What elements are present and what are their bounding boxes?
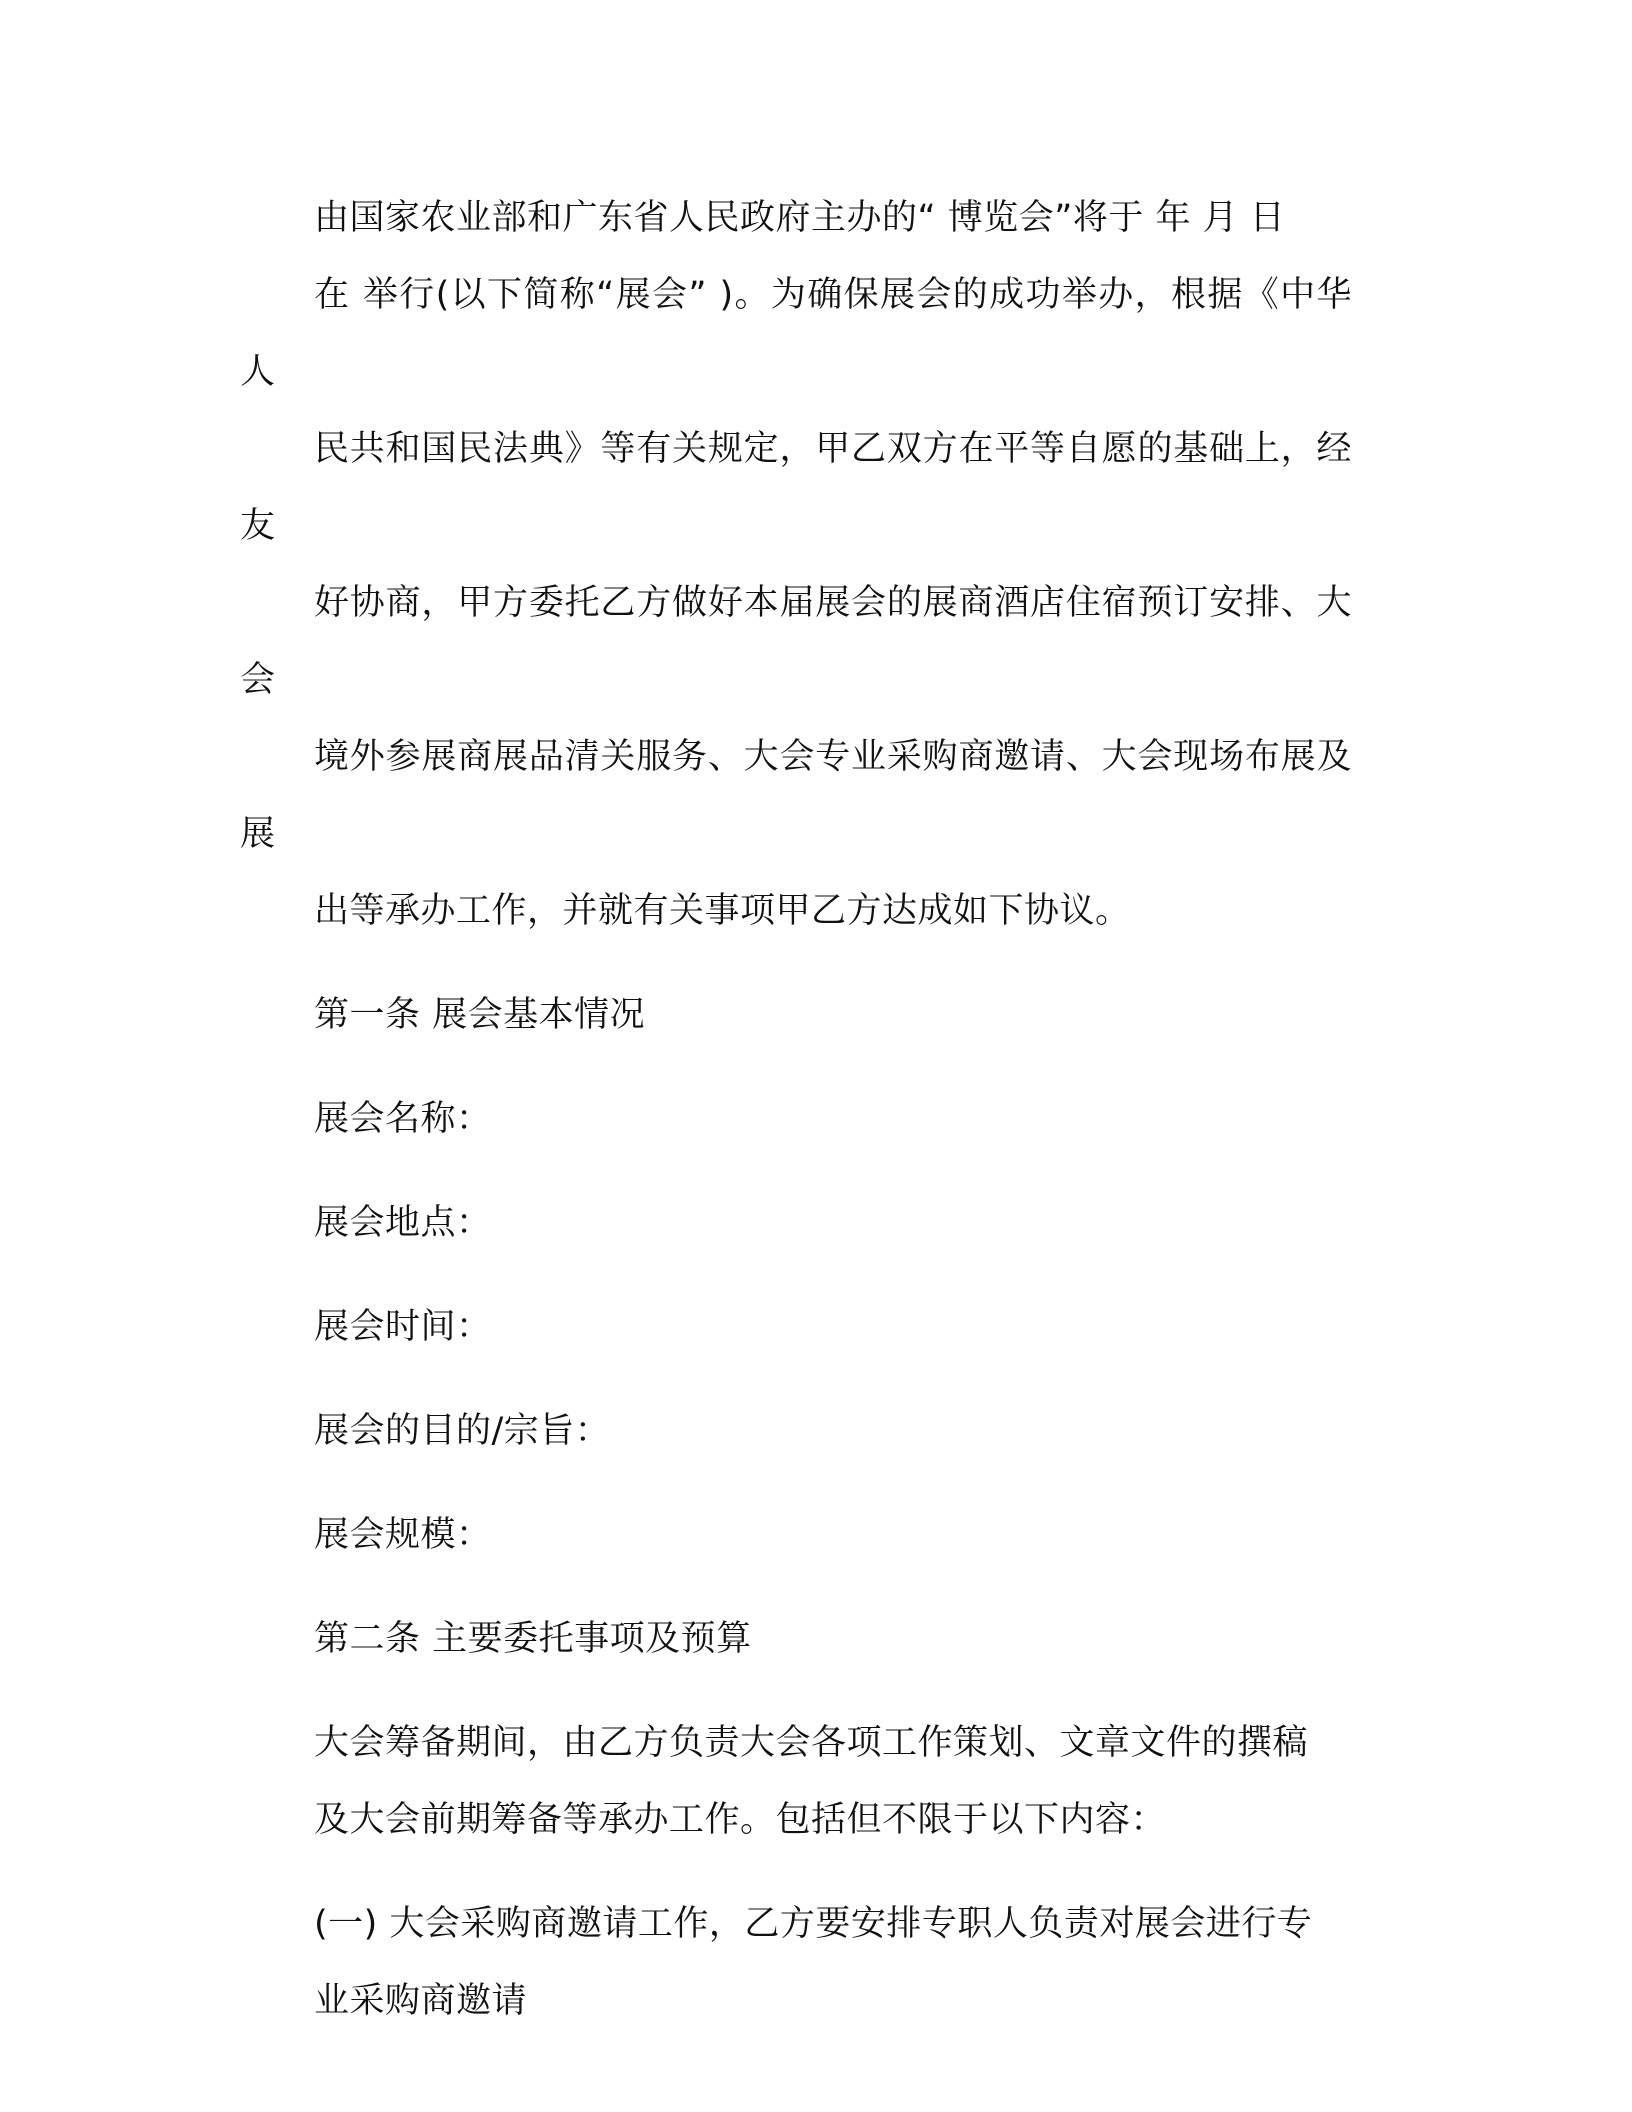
preparation-line: 大会筹备期间，由乙方负责大会各项工作策划、文章文件的撰稿 bbox=[314, 1723, 1309, 1763]
intro-line: 由国家农业部和广东省人民政府主办的“ 博览会”将于 年 月 日 bbox=[314, 198, 1286, 238]
document-body bbox=[240, 180, 1352, 2040]
preparation-paragraph bbox=[240, 1705, 1352, 1859]
field-exhibition-purpose: 展会的目的/宗旨： bbox=[314, 1411, 611, 1451]
intro-line: 好协商，甲方委托乙方做好本届展会的展商酒店住宿预订安排、大会 bbox=[240, 583, 1352, 700]
field-exhibition-scale: 展会规模： bbox=[314, 1515, 492, 1555]
field-exhibition-location: 展会地点： bbox=[314, 1203, 492, 1243]
intro-line: 出等承办工作，并就有关事项甲乙方达成如下协议。 bbox=[314, 891, 1131, 931]
item-1-paragraph bbox=[240, 1886, 1352, 2040]
field-exhibition-time: 展会时间： bbox=[314, 1307, 492, 1347]
field-exhibition-name: 展会名称： bbox=[314, 1099, 492, 1139]
item-1-line: 业采购商邀请 bbox=[314, 1981, 528, 2021]
item-1-line: (一) 大会采购商邀请工作，乙方要安排专职人负责对展会进行专 bbox=[314, 1904, 1313, 1944]
intro-line: 民共和国民法典》等有关规定，甲乙双方在平等自愿的基础上，经友 bbox=[240, 429, 1352, 546]
intro-paragraph bbox=[240, 180, 1352, 950]
intro-line: 在 举行(以下简称“展会” )。为确保展会的成功举办，根据《中华人 bbox=[240, 275, 1352, 392]
article-1-heading: 第一条 展会基本情况 bbox=[314, 995, 646, 1035]
preparation-line: 及大会前期筹备等承办工作。包括但不限于以下内容： bbox=[314, 1800, 1167, 1840]
article-2-heading: 第二条 主要委托事项及预算 bbox=[314, 1619, 752, 1659]
intro-line: 境外参展商展品清关服务、大会专业采购商邀请、大会现场布展及展 bbox=[240, 737, 1352, 854]
